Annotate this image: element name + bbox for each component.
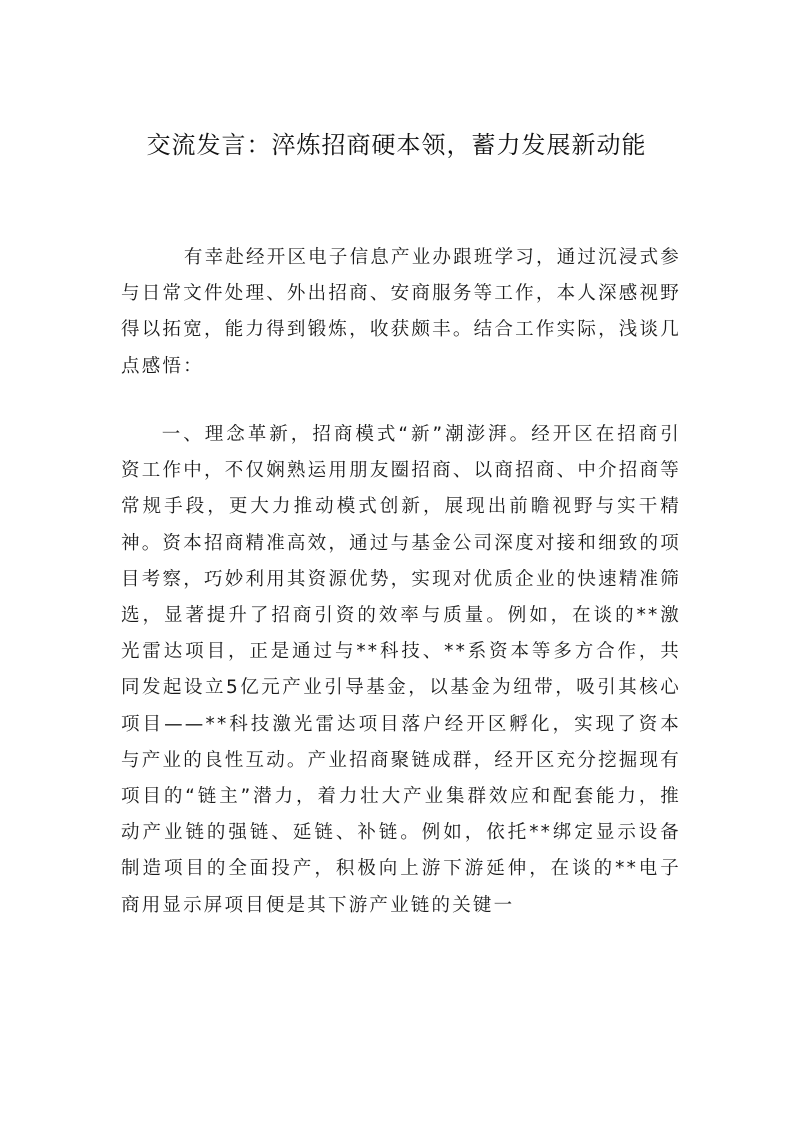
document-title: 交流发言：淬炼招商硬本领，蓄力发展新动能 xyxy=(146,131,647,159)
intro-paragraph: 有幸赴经开区电子信息产业办跟班学习，通过沉浸式参与日常文件处理、外出招商、安商服务等工作，本人深感视野得以拓宽，能力得到锻炼，收获颇丰。结合工作实际，浅谈几点感悟： xyxy=(121,247,681,377)
section-one-paragraph: 一、理念革新，招商模式“新”潮澎湃。经开区在招商引资工作中，不仅娴熟运用朋友圈招商、以商招商、中介招商等常规手段，更大力推动模式创新，展现出前瞻视野与实干精神。资本招商精准高效，通过与基金公司深度对接和细致的项目考察，巧妙利用其资源优势，实现对优质企业的快速精准筛选，显著提升了招商引资的效率与质量。例如，在谈的**激光雷达项目，正是通过与**科技、**系资本等多方合作，共同发起设立5亿元产业引导基金，以基金为纽带，吸引其核心项目——**科技激光雷达项目落户经开区孵化，实现了资本与产业的良性互动。产业招商聚链成群，经开区充分挖掘现有项目的“链主”潜力，着力壮大产业集群效应和配套能力，推动产业链的强链、延链、补链。例如，依托**绑定显示设备制造项目的全面投产，积极向上游下游延伸，在谈的**电子商用显示屏项目便是其下游产业链的关键一 xyxy=(121,424,681,916)
